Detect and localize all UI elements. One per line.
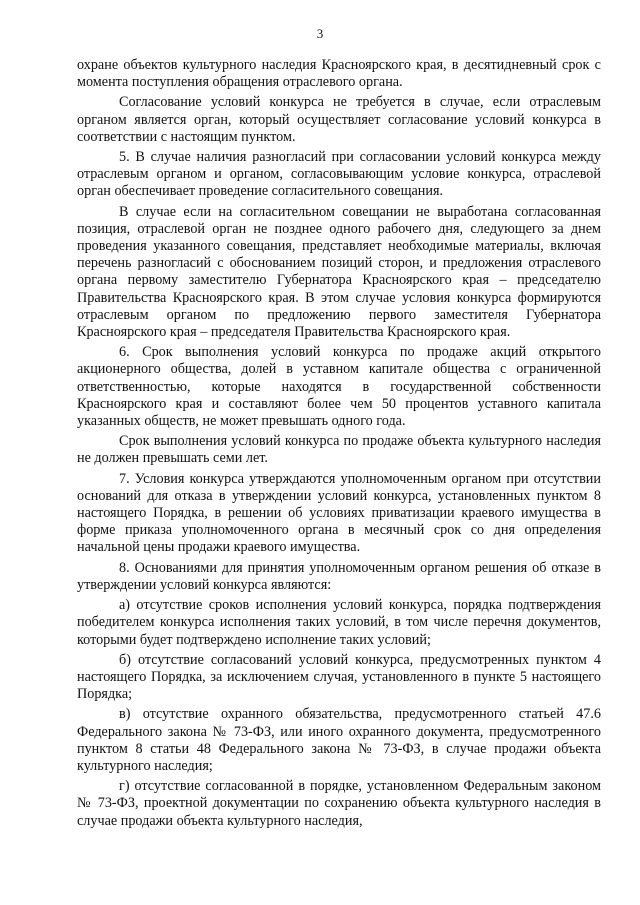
paragraph: 8. Основаниями для принятия уполномоченным органом решения об отказе в утверждении условий конкурса являются:: [77, 559, 601, 593]
paragraph: Срок выполнения условий конкурса по продаже объекта культурного наследия не должен превышать семи лет.: [77, 433, 601, 467]
document-body: [77, 57, 601, 833]
list-item: в) отсутствие охранного обязательства, предусмотренного статьей 47.6 Федерального закона № 73-ФЗ, или иного охранного документа, предусмотренного пунктом 8 статьи 48 Федерального закона № 73-ФЗ, в случае продажи объекта культурного наследия;: [77, 706, 601, 774]
page-number: 3: [316, 26, 324, 41]
paragraph: охране объектов культурного наследия Красноярского края, в десятидневный срок с момента поступления обращения отраслевого органа.: [77, 57, 601, 91]
paragraph: 5. В случае наличия разногласий при согласовании условий конкурса между отраслевым органом и органом, согласовывающим условие конкурса, отраслевой орган обеспечивает проведение согласительного совещания.: [77, 149, 601, 200]
paragraph: 6. Срок выполнения условий конкурса по продаже акций открытого акционерного общества, долей в уставном капитале общества с ограниченной ответственностью, которые находятся в государственной собственности Красноярского края и составляют более чем 50 процентов уставного капитала указанных обществ, не может превышать одного года.: [77, 344, 601, 430]
list-item: б) отсутствие согласований условий конкурса, предусмотренных пунктом 4 настоящего Порядка, за исключением случая, установленного в пункте 5 настоящего Порядка;: [77, 651, 601, 703]
paragraph: В случае если на согласительном совещании не выработана согласованная позиция, отраслевой орган не позднее одного рабочего дня, следующего за днем проведения указанного совещания, представляет необходимые материалы, включая перечень разногласий с обоснованием позиций сторон, и предложения отраслевого органа первому заместителю Губернатора Красноярского края – председателю Правительства Красноярского края. В этом случае условия конкурса формируются отраслевым органом по предложению первого заместителя Губернатора Красноярского края – председателя Правительства Красноярского края.: [77, 203, 601, 341]
paragraph: 7. Условия конкурса утверждаются уполномоченным органом при отсутствии оснований для отказа в утверждении условий конкурса, установленных пунктом 8 настоящего Порядка, в решении об условиях приватизации краевого имущества в форме приказа уполномоченного органа в месячный срок со дня определения начальной цены продажи краевого имущества.: [77, 470, 601, 556]
paragraph: Согласование условий конкурса не требуется в случае, если отраслевым органом является орган, который осуществляет согласование условий конкурса в соответствии с настоящим пунктом.: [77, 94, 601, 145]
list-item: г) отсутствие согласованной в порядке, установленном Федеральным законом № 73-ФЗ, проектной документации по сохранению объекта культурного наследия в случае продажи объекта культурного наследия,: [77, 778, 601, 829]
list-item: а) отсутствие сроков исполнения условий конкурса, порядка подтверждения победителем конкурса исполнения таких условий, в том числе перечня документов, которыми будет подтверждено исполнение таких условий;: [77, 597, 601, 648]
